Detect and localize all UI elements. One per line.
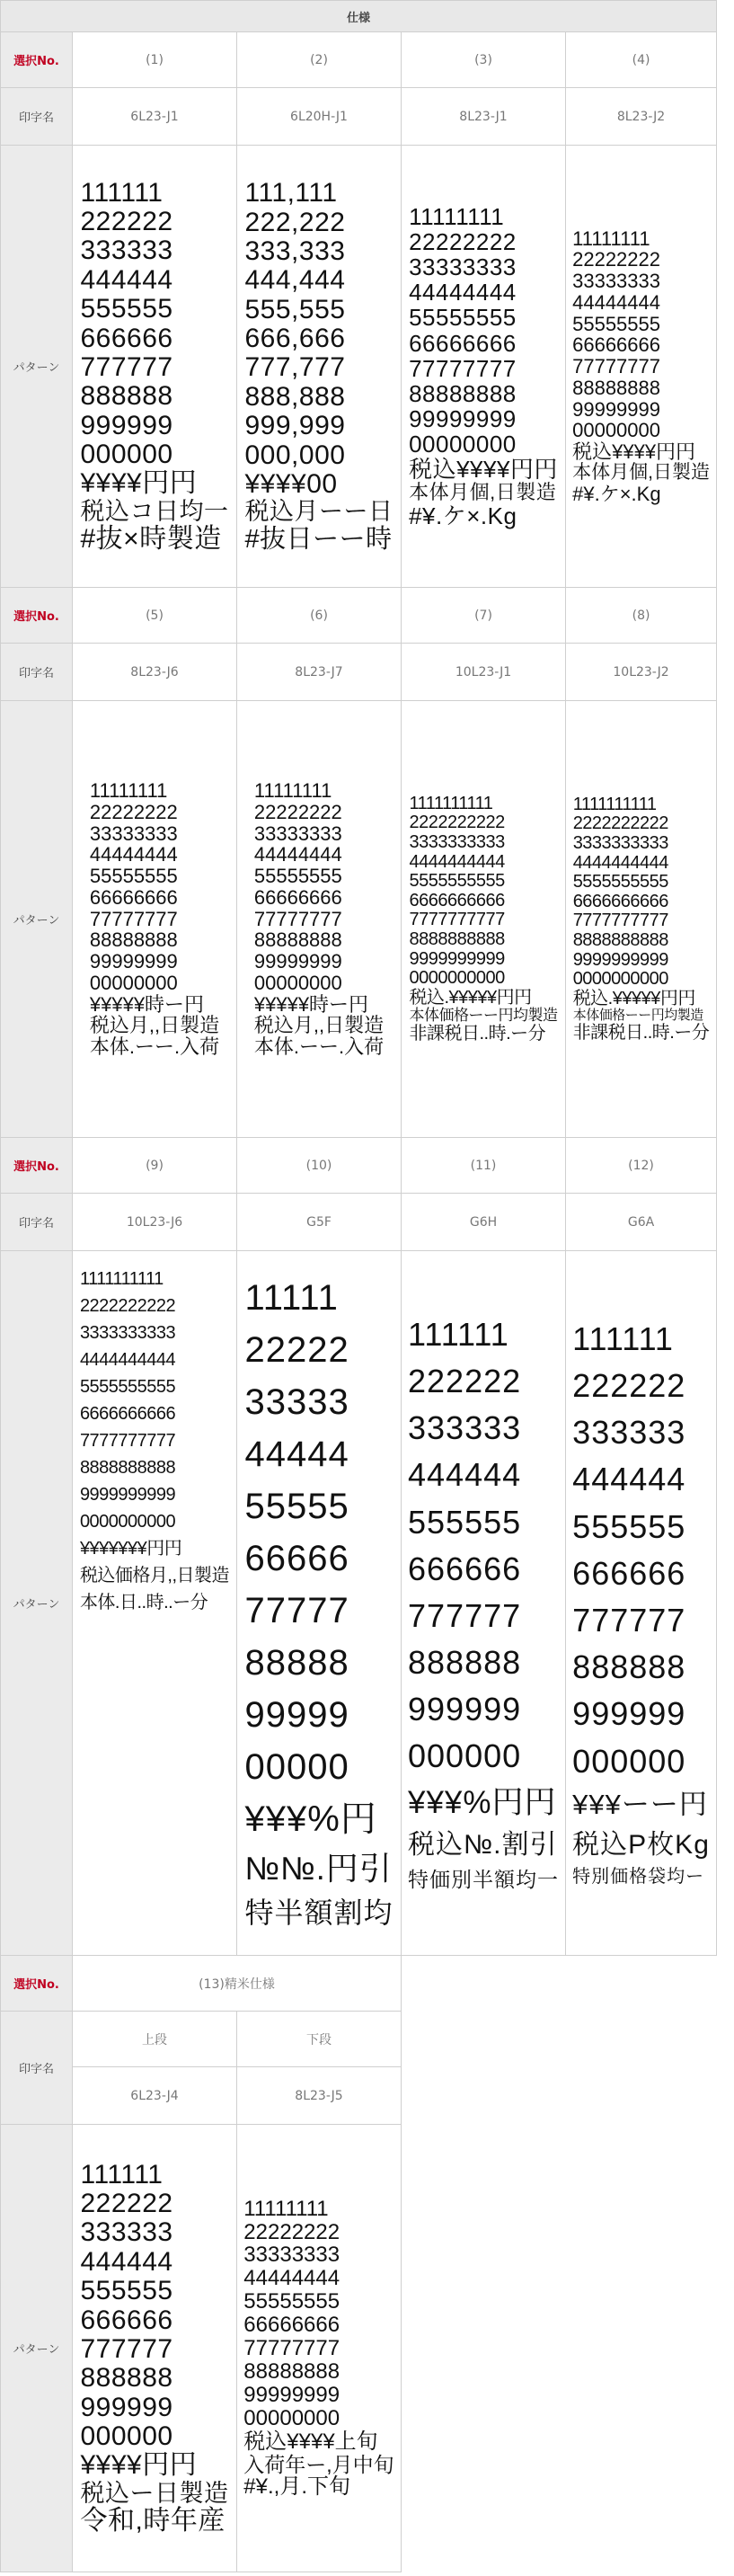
pattern-line: 0000000000 [79,1512,176,1532]
pattern-line: 00000 [244,1747,349,1788]
pattern-line: 555555 [80,2276,173,2306]
pattern-glyphs [90,780,219,1058]
pattern-line: 11111111 [572,227,650,250]
pattern-line: 22222222 [243,2219,340,2244]
pattern-5 [73,701,237,1138]
pattern-line: 33333333 [89,822,178,845]
pattern-line: 111111 [80,177,164,208]
print-name-5: 8L23-J6 [73,644,237,701]
pattern-line: ¥¥¥¥00 [244,469,338,500]
pattern-line: 888888 [80,381,173,412]
pattern-line: 333,333 [244,235,346,266]
pattern-line: 44444444 [409,279,517,306]
pattern-glyphs [244,1272,393,1934]
pattern-line: 7777777777 [79,1431,176,1451]
pattern-line: 88888888 [253,928,342,952]
pattern-line: 税込¥¥¥¥円円 [572,440,696,464]
pattern-line: ¥¥¥¥¥¥¥円円 [79,1539,182,1559]
pattern-3 [402,146,566,588]
select-no-3: (3) [402,32,566,88]
pattern-line: 本体.日..時..ー分 [79,1593,208,1612]
pattern-line: 88888 [244,1643,349,1683]
pattern-line: 6666666666 [79,1404,176,1424]
select-no-4: (4) [566,32,717,88]
pattern-line: 66666666 [253,885,342,909]
pattern-line: 777777 [408,1596,522,1634]
pattern-line: №№.円引 [244,1850,393,1888]
pattern-line: 税込月,,日製造 [253,1014,385,1037]
pattern-line: 22222222 [409,228,517,256]
pattern-line: 33333 [244,1382,349,1423]
select-no-9: (9) [73,1138,237,1194]
pattern-line: 99999 [244,1695,349,1736]
pattern-line: ¥¥¥ーー円 [572,1788,708,1820]
pattern-line: 444444 [80,264,173,295]
pattern-line: 777777 [80,351,173,382]
pattern-line: 11111111 [409,203,505,231]
pattern-line: 税込ー日製造 [80,2479,229,2507]
select-no-11: (11) [402,1138,566,1194]
pattern-line: 11111111 [243,2196,329,2221]
pattern-line: 999999 [408,1691,522,1728]
pattern-line: 444444 [408,1456,522,1494]
pattern-line: 4444444444 [572,852,668,873]
pattern-line: 55555555 [89,865,178,888]
pattern-line: 22222 [244,1330,349,1371]
select-no-label: 選択No. [1,588,73,644]
pattern-line: 44444 [244,1435,349,1475]
pattern-line: 3333333333 [409,831,505,852]
pattern-line: #¥.ケ×.Kg [572,482,661,505]
pattern-glyphs [409,204,558,529]
pattern-line: 99999999 [89,950,178,973]
pattern-line: ¥¥¥%円 [244,1799,377,1840]
print-name-7: 10L23-J1 [402,644,566,701]
select-no-label: 選択No. [1,32,73,88]
pattern-line: 44444444 [243,2266,340,2291]
pattern-1 [73,146,237,588]
pattern-2 [237,146,402,588]
pattern-line: 税込月ーー日 [244,498,394,526]
pattern-line: 88888888 [89,928,178,952]
print-name-label: 印字名 [1,1194,73,1251]
pattern-line: 2222222222 [79,1296,176,1316]
pattern-line: 8888888888 [79,1458,176,1478]
pattern-4 [566,146,717,588]
pattern-line: 2222222222 [409,813,505,833]
upper-label: 上段 [73,2012,237,2067]
pattern-line: 888,888 [244,381,346,412]
pattern-label: パターン [1,2125,73,2572]
pattern-line: 99999999 [243,2382,340,2407]
print-name-8: 10L23-J2 [566,644,717,701]
pattern-line: 0000000000 [409,968,505,989]
pattern-line: 555555 [572,1507,686,1545]
pattern-glyphs [408,1311,559,1895]
pattern-line: 9999999999 [79,1485,176,1505]
pattern-line: 44444444 [89,843,178,866]
pattern-line: 88888888 [409,379,517,407]
pattern-line: 税込P枚Kg [572,1829,710,1860]
select-no-label: 選択No. [1,1956,73,2012]
pattern-line: 88888888 [243,2358,340,2384]
select-no-10: (10) [237,1138,402,1194]
pattern-line: 00000000 [243,2405,340,2430]
pattern-line: ¥¥¥¥¥時ー円 [253,992,369,1016]
pattern-line: 333333 [80,235,173,266]
pattern-line: 00000000 [572,419,660,442]
pattern-line: 222222 [80,206,173,236]
pattern-line: 888888 [80,2363,173,2394]
select-no-label: 選択No. [1,1138,73,1194]
pattern-line: 入荷年ー,月中旬 [243,2452,394,2476]
pattern-6 [237,701,402,1138]
pattern-line: 22222222 [89,800,178,823]
pattern-line: 11111111 [253,779,332,803]
pattern-11 [402,1251,566,1956]
pattern-line: 7777777777 [572,910,668,931]
pattern-glyphs [243,2198,394,2500]
pattern-line: 税込価格月,,日製造 [79,1566,230,1586]
pattern-7 [402,701,566,1138]
pattern-line: 税込.¥¥¥¥¥円円 [409,987,532,1008]
pattern-line: 8888888888 [409,928,505,949]
pattern-line: 999999 [80,2392,173,2422]
pattern-line: 666666 [572,1554,686,1592]
pattern-line: 1111111111 [79,1269,164,1289]
pattern-line: 5555555555 [572,872,668,893]
pattern-glyphs [81,179,229,555]
pattern-line: 4444444444 [409,851,505,872]
pattern-line: 999999 [80,410,173,440]
pattern-12 [566,1251,717,1956]
pattern-line: 999,999 [244,411,346,441]
pattern-line: 77777777 [253,907,342,930]
pattern-line: 3333333333 [79,1323,176,1343]
pattern-line: #抜×時製造 [80,524,222,555]
pattern-glyphs [410,795,558,1044]
pattern-line: 77777777 [243,2336,340,2361]
pattern-glyphs [245,179,394,554]
pattern-line: 0000000000 [572,969,668,990]
pattern-line: 特別価格袋均ー [572,1867,705,1888]
pattern-line: 税込¥¥¥¥上旬 [243,2429,378,2454]
pattern-glyphs [572,228,710,505]
pattern-line: 111111 [80,2159,164,2190]
pattern-line: 222,222 [244,207,346,237]
pattern-line: 777777 [572,1601,686,1639]
print-name-3: 8L23-J1 [402,88,566,146]
pattern-line: 222222 [80,2188,173,2218]
pattern-label: パターン [1,1251,73,1956]
pattern-line: #¥.,月.下旬 [243,2474,350,2500]
pattern-line: 555555 [408,1503,522,1541]
pattern-line: 特価別半額均一 [408,1867,559,1891]
pattern-line: 66666666 [572,333,660,357]
pattern-line: 11111111 [89,779,168,803]
pattern-line: 33333333 [409,253,517,281]
pattern-line: ¥¥¥¥円円 [80,468,198,499]
pattern-line: 333333 [572,1414,686,1452]
pattern-glyphs [80,1266,229,1616]
pattern-line: 本体.ーー.入荷 [253,1035,385,1059]
pattern-13-lower [237,2125,402,2572]
pattern-line: 55555555 [409,304,517,332]
select-no-6: (6) [237,588,402,644]
print-name-label: 印字名 [1,88,73,146]
pattern-line: 99999999 [409,404,517,432]
pattern-line: 88888888 [572,376,660,399]
pattern-line: 777,777 [244,352,346,383]
select-no-12: (12) [566,1138,717,1194]
pattern-line: 税込№.割引 [408,1830,558,1861]
pattern-line: 666666 [80,2305,173,2335]
pattern-line: 77777777 [89,907,178,930]
pattern-9 [73,1251,237,1956]
pattern-line: 55555 [244,1487,349,1527]
print-name-label: 印字名 [1,644,73,701]
pattern-line: 33333333 [253,822,342,845]
print-name-13-lower: 8L23-J5 [237,2067,402,2125]
pattern-line: 6666666666 [572,891,668,911]
pattern-line: 00000000 [409,430,517,457]
pattern-line: 000000 [80,440,173,470]
pattern-line: 00000000 [89,971,178,994]
pattern-line: 444,444 [244,265,346,296]
print-name-10: G5F [237,1194,402,1251]
pattern-line: 999999 [572,1695,686,1733]
pattern-line: 5555555555 [409,871,505,892]
pattern-line: 22222222 [253,800,342,823]
pattern-line: 444444 [572,1461,686,1498]
pattern-line: 333333 [80,2217,173,2248]
pattern-line: 77777777 [409,354,517,382]
pattern-line: 44444444 [572,290,660,314]
pattern-glyphs [81,2161,229,2536]
pattern-line: 666666 [80,323,173,353]
pattern-line: 本体月個,日製造 [409,481,557,504]
pattern-line: 66666666 [89,885,178,909]
pattern-line: 000000 [80,2421,173,2452]
pattern-line: 6666666666 [409,890,505,910]
select-no-5: (5) [73,588,237,644]
pattern-line: 本体.ーー.入荷 [89,1035,220,1059]
select-no-13: (13)精米仕様 [73,1956,402,2012]
pattern-line: 3333333333 [572,833,668,854]
lower-label: 下段 [237,2012,402,2067]
select-no-1: (1) [73,32,237,88]
print-name-2: 6L20H-J1 [237,88,402,146]
print-name-12: G6A [566,1194,717,1251]
pattern-line: 444444 [80,2246,173,2277]
pattern-line: 888888 [408,1644,522,1682]
pattern-line: 111111 [572,1319,674,1357]
pattern-line: 33333333 [572,270,660,293]
print-name-6: 8L23-J7 [237,644,402,701]
print-name-13-upper: 6L23-J4 [73,2067,237,2125]
pattern-line: 令和,時年産 [80,2506,226,2536]
pattern-line: 11111 [244,1278,339,1319]
pattern-line: 5555555555 [79,1377,176,1397]
pattern-line: 333333 [408,1409,522,1447]
pattern-line: 111111 [408,1315,509,1353]
print-name-1: 6L23-J1 [73,88,237,146]
pattern-line: 555555 [80,294,173,324]
pattern-line: 000,000 [244,440,346,470]
pattern-line: 555,555 [244,294,346,324]
pattern-line: 4444444444 [79,1350,176,1370]
pattern-line: 税込コ日均一 [80,497,229,525]
pattern-line: #抜日ーー時 [244,524,393,554]
pattern-line: 2222222222 [572,813,668,834]
spec-header: 仕様 [1,1,717,32]
pattern-line: 税込¥¥¥¥円円 [409,455,558,483]
pattern-line: 税込月,,日製造 [89,1014,220,1037]
print-name-9: 10L23-J6 [73,1194,237,1251]
pattern-line: 99999999 [572,397,660,421]
pattern-line: 55555555 [572,312,660,335]
pattern-line: 8888888888 [572,930,668,950]
pattern-line: 9999999999 [572,949,668,970]
pattern-line: 666666 [408,1550,522,1587]
pattern-line: ¥¥¥%円円 [408,1784,557,1820]
pattern-line: 55555555 [243,2289,340,2314]
pattern-10 [237,1251,402,1956]
pattern-line: 666,666 [244,324,346,354]
print-name-4: 8L23-J2 [566,88,717,146]
pattern-line: 000000 [572,1742,686,1780]
pattern-line: 55555555 [253,865,342,888]
pattern-line: 888888 [572,1648,686,1686]
pattern-line: 本体月個,日製造 [572,461,710,483]
pattern-line: 本体価格ーー円均製造 [409,1007,558,1025]
print-name-label: 印字名 [1,2012,73,2125]
select-no-2: (2) [237,32,402,88]
pattern-line: 非課税日..時.ー分 [572,1022,710,1043]
pattern-line: 非課税日..時.ー分 [409,1023,546,1044]
pattern-line: 本体価格ーー円均製造 [572,1008,703,1024]
select-no-8: (8) [566,588,717,644]
pattern-8 [566,701,717,1138]
pattern-line: 33333333 [243,2243,340,2268]
pattern-line: 9999999999 [409,948,505,969]
pattern-line: 77777 [244,1591,349,1631]
pattern-line: 66666 [244,1539,349,1579]
pattern-line: 66666666 [243,2313,340,2338]
pattern-line: 222222 [572,1367,686,1405]
pattern-line: 特半額割均 [244,1896,394,1930]
pattern-line: 000000 [408,1737,522,1775]
select-no-7: (7) [402,588,566,644]
pattern-line: #¥.ケ×.Kg [409,502,517,529]
pattern-line: 44444444 [253,843,342,866]
pattern-line: 777777 [80,2333,173,2364]
pattern-line: 1111111111 [572,794,657,814]
pattern-glyphs [254,780,384,1058]
pattern-glyphs [573,795,710,1043]
pattern-line: ¥¥¥¥¥時ー円 [89,992,205,1016]
pattern-line: 税込.¥¥¥¥¥円円 [572,988,695,1008]
pattern-line: 99999999 [253,950,342,973]
pattern-13-upper [73,2125,237,2572]
pattern-line: 77777777 [572,355,660,378]
pattern-line: ¥¥¥¥円円 [80,2450,198,2481]
print-name-11: G6H [402,1194,566,1251]
pattern-line: 66666666 [409,329,517,357]
pattern-line: 1111111111 [409,793,493,813]
pattern-label: パターン [1,701,73,1138]
pattern-line: 22222222 [572,248,660,271]
pattern-line: 00000000 [253,971,342,994]
pattern-label: パターン [1,146,73,588]
pattern-glyphs [572,1316,710,1890]
pattern-line: 111,111 [244,178,338,209]
pattern-line: 7777777777 [409,910,505,930]
pattern-line: 222222 [408,1362,522,1399]
